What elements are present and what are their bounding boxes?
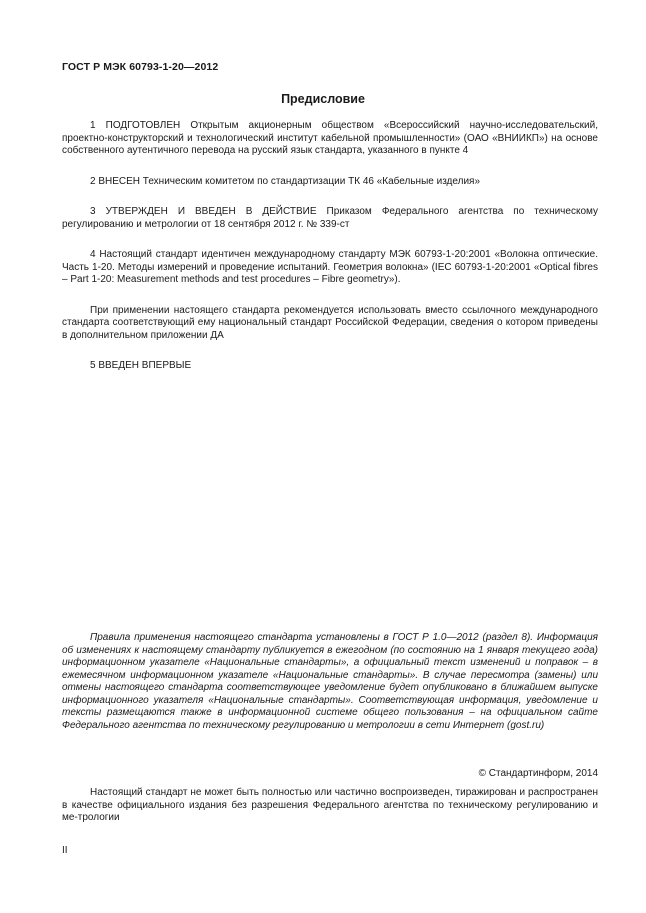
paragraph-identical-standard: 4 Настоящий стандарт идентичен международному стандарту МЭК 60793-1-20:2001 «Волокна оптические. Часть 1-20. Методы измерений и проведение испытаний. Геометрия волокна» (IEC 60793-1-20:2001 «Optical fibres – Part 1-20: Measurement methods and test procedures – Fibre geometry»). xyxy=(62,249,598,285)
paragraph-approved: 3 УТВЕРЖДЕН И ВВЕДЕН В ДЕЙСТВИЕ Приказом Федерального агентства по техническому регулированию и метрологии от 18 сентября 2012 г. № 339-ст xyxy=(62,206,598,230)
paragraph-first-introduced: 5 ВВЕДЕН ВПЕРВЫЕ xyxy=(90,360,192,371)
paragraph-prepared-by: 1 ПОДГОТОВЛЕН Открытым акционерным обществом «Всероссийский научно-исследовательский, проектно-конструкторский и технологический институт кабельной промышленности» (ОАО «ВНИИКП») на основе собственного аутентичного перевода на русский язык стандарта, указанного в пункте 4 xyxy=(62,120,598,156)
document-code-header: ГОСТ Р МЭК 60793-1-20—2012 xyxy=(62,61,219,73)
copyright-line: © Стандартинформ, 2014 xyxy=(478,768,598,779)
paragraph-introduced-by: 2 ВНЕСЕН Техническим комитетом по стандартизации ТК 46 «Кабельные изделия» xyxy=(90,175,481,187)
page-number: II xyxy=(62,845,68,856)
section-title: Предисловие xyxy=(281,92,365,106)
rules-notice: Правила применения настоящего стандарта установлены в ГОСТ Р 1.0—2012 (раздел 8). Информация об изменениях к настоящему стандарту публикуется в ежегодном (по состоянию на 1 января текущего года) информационном указателе «Национальные стандарты», а официальный текст изменений и поправок – в ежемесячном информационном указателе «Национальные стандарты». В случае пересмотра (замены) или отмены настоящего стандарта соответствующее уведомление будет опубликовано в ближайшем выпуске информационного указателя «Национальные стандарты». Соответствующая информация, уведомление и тексты размещаются также в информационной системе общего пользования – на официальном сайте Федерального агентства по техническому регулированию и метрологии в сети Интернет (gost.ru) xyxy=(62,632,598,731)
reproduction-notice: Настоящий стандарт не может быть полностью или частично воспроизведен, тиражирован и распространен в качестве официального издания без разрешения Федерального агентства по техническому регулированию и ме-трологии xyxy=(62,787,598,823)
foreword-body xyxy=(62,120,598,391)
paragraph-application-note: При применении настоящего стандарта рекомендуется использовать вместо ссылочного международного стандарта соответствующий ему национальный стандарт Российской Федерации, сведения о котором приведены в дополнительном приложении ДА xyxy=(62,304,598,341)
